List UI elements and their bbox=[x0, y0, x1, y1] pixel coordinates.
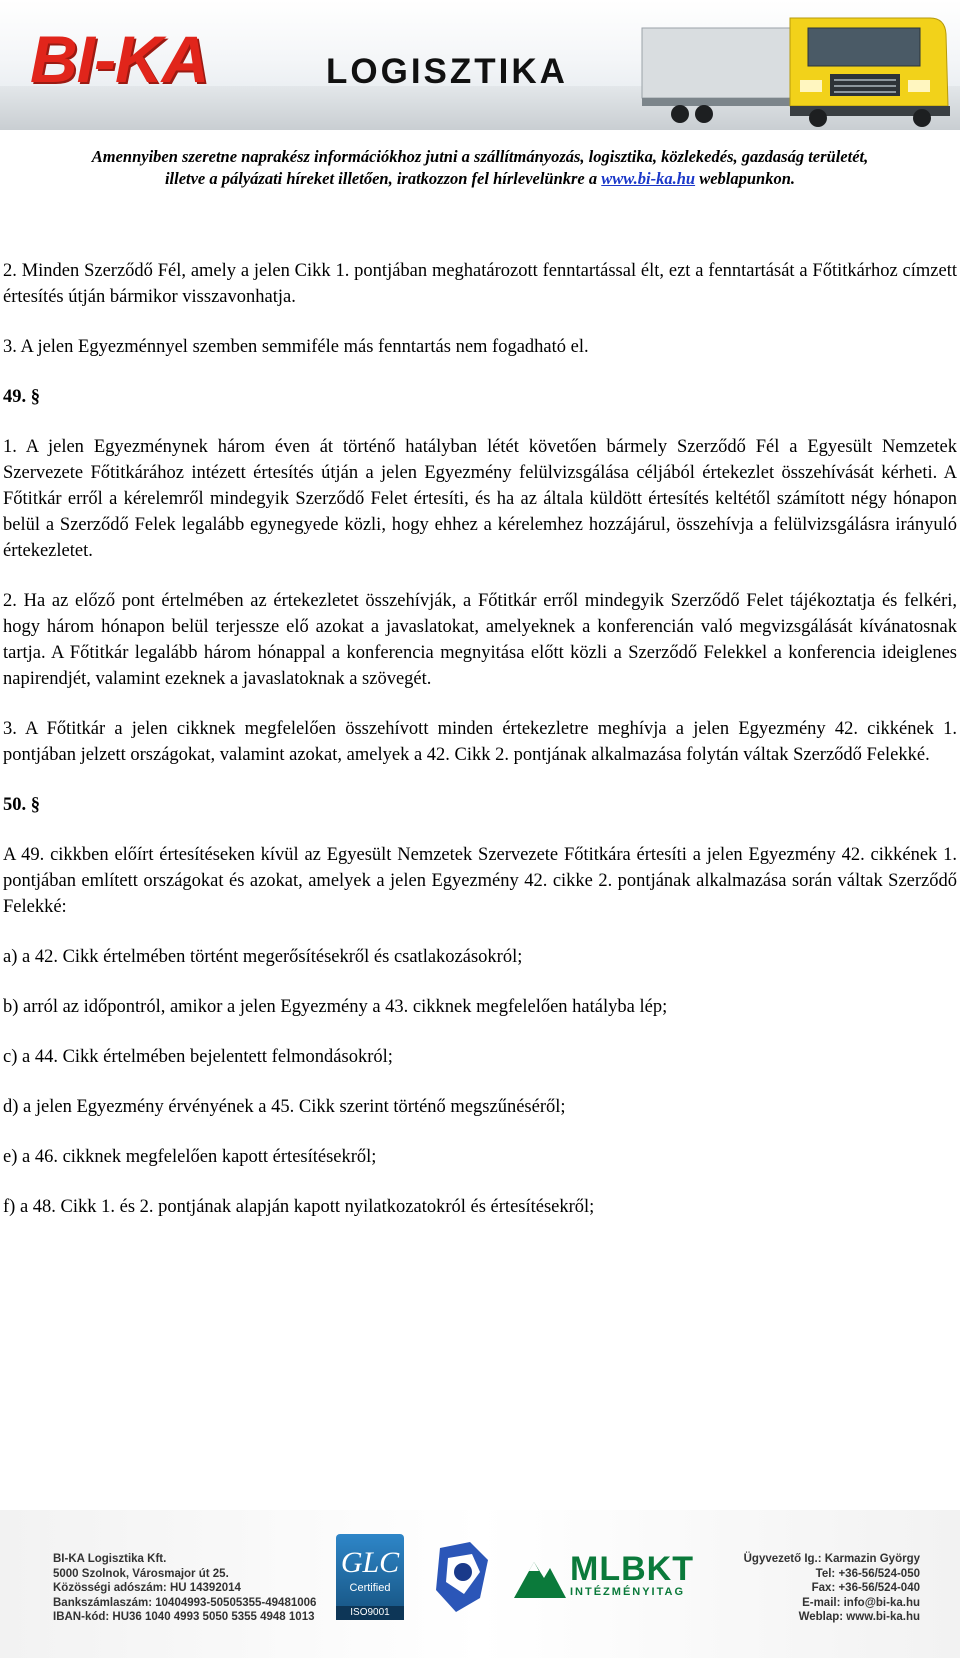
list-item: c) a 44. Cikk értelmében bejelentett felmondásokról; bbox=[3, 1047, 393, 1067]
company-name: BI-KA Logisztika Kft. bbox=[53, 1553, 167, 1565]
paragraph: A 49. cikkben előírt értesítéseken kívül az Egyesült Nemzetek Szervezete Főtitkára értesíti a jelen Egyezmény 42. cikkének 1. pontjában említett országokat és azokat, amelyek a jelen Egyezmény 42. cikke 2. pontjának alkalmazása során váltak Szerződő Felekké: bbox=[3, 845, 957, 917]
list-item: d) a jelen Egyezmény érvényének a 45. Cikk szerint történő megszűnéséről; bbox=[3, 1097, 566, 1117]
truck-image bbox=[640, 10, 960, 128]
paragraph: 3. A jelen Egyezménnyel szemben semmiféle más fenntartás nem fogadható el. bbox=[3, 337, 589, 357]
mlbkt-mountain-icon bbox=[512, 1554, 568, 1600]
section-heading-50: 50. § bbox=[3, 795, 40, 815]
glc-text: GLC bbox=[340, 1546, 400, 1579]
mlbkt-tagline: INTÉZMÉNYITAG bbox=[570, 1586, 686, 1598]
paragraph: 3. A Főtitkár a jelen cikknek megfelelően összehívott minden értekezletre meghívja a jelen Egyezmény 42. cikkének 1. pontjában jelzett országokat, valamint azokat, amelyek a 42. Cikk 2. pontjának alkalmazása folytán váltak Szerződő Felekké. bbox=[3, 719, 957, 765]
brand-subtitle: LOGISZTIKA bbox=[326, 52, 568, 91]
fax: Fax: +36-56/524-040 bbox=[811, 1582, 920, 1594]
email: E-mail: info@bi-ka.hu bbox=[802, 1596, 920, 1609]
paragraph: 2. Ha az előző pont értelmében az értekezletet összehívják, a Főtitkár erről mindegyik Szerződő Felet tájékoztatja és felkéri, hogy három hónapon belül terjessze elő azokat a javaslatokat, amelyeknek a konferencián való megvizsgálását kívánatosnak tartja. A Főtitkár legalább három hónappal a konferencia megnyitása előtt közli a Szerződő Felekkel a konferencia ideiglenes napirendjét, valamint ezeknek a javaslatoknak a szövegét. bbox=[3, 591, 957, 689]
promo-line-2 bbox=[0, 168, 960, 190]
glc-certified-text: Certified bbox=[349, 1582, 391, 1594]
paragraph: 2. Minden Szerződő Fél, amely a jelen Cikk 1. pontjában meghatározott fenntartással élt, ezt a fenntartását a Főtitkárhoz címzett értesítés útján bármikor visszavonhatja. bbox=[3, 261, 957, 307]
promo-line-1: Amennyiben szeretne naprakész információkhoz jutni a szállítmányozás, logisztika, közlekedés, gazdaság területét, bbox=[91, 147, 869, 166]
list-item: e) a 46. cikknek megfelelően kapott értesítésekről; bbox=[3, 1147, 377, 1167]
brand-logo-text: BI-KA bbox=[30, 22, 209, 96]
company-iban: IBAN-kód: HU36 1040 4993 5050 5355 4948 1013 bbox=[53, 1611, 315, 1623]
contact-details bbox=[744, 1552, 920, 1625]
company-bank-account: Bankszámlaszám: 10404993-50505355-49481006 bbox=[53, 1596, 317, 1609]
website: Weblap: www.bi-ka.hu bbox=[798, 1611, 920, 1623]
phone: Tel: +36-56/524-050 bbox=[815, 1567, 920, 1580]
managing-director: Ügyvezető Ig.: Karmazin György bbox=[743, 1553, 920, 1565]
website-link[interactable]: www.bi-ka.hu bbox=[601, 169, 696, 188]
paragraph: 1. A jelen Egyezménynek három éven át történő hatályban létét követően bármely Szerződő Fél a Egyesült Nemzetek Szervezete Főtitkárához intézett értesítés útján a jelen Egyezmény felülvizsgálása céljából értekezlet összehívását kérheti. A Főtitkár erről a kérelemről mindegyik Szerződő Felet értesíti, és ha az általa küldött értesítés keltétől számított négy hónapon belül a Szerződő Felek legalább egynegyede közli, hogy ehhez a kérelemhez hozzájárul, összehívja a felülvizsgálásra irányuló értekezletet. bbox=[3, 437, 957, 561]
mlbkt-logo bbox=[570, 1552, 694, 1598]
footer bbox=[0, 1510, 960, 1658]
glc-iso-text: ISO9001 bbox=[336, 1606, 404, 1620]
list-item: f) a 48. Cikk 1. és 2. pontjának alapján kapott nyilatkozatokról és értesítésekről; bbox=[3, 1197, 595, 1217]
newsletter-promo bbox=[0, 146, 960, 190]
list-item: b) arról az időpontról, amikor a jelen Egyezmény a 43. cikknek megfelelően hatályba lép; bbox=[3, 997, 668, 1017]
company-details bbox=[53, 1552, 316, 1625]
glc-certified-logo bbox=[336, 1534, 404, 1620]
company-tax-id: Közösségi adószám: HU 14392014 bbox=[53, 1582, 241, 1594]
section-heading-49: 49. § bbox=[3, 387, 40, 407]
emblem-logo-icon bbox=[430, 1538, 496, 1616]
list-item: a) a 42. Cikk értelmében történt megerősítésekről és csatlakozásokról; bbox=[3, 947, 523, 967]
promo-line-2-post: weblapunkon. bbox=[695, 169, 796, 188]
header-banner bbox=[0, 0, 960, 130]
document-body bbox=[3, 258, 957, 1220]
promo-line-2-pre: illetve a pályázati híreket illetően, iratkozzon fel hírlevelünkre a bbox=[164, 169, 602, 188]
company-address: 5000 Szolnok, Városmajor út 25. bbox=[53, 1567, 229, 1580]
mlbkt-name: MLBKT bbox=[570, 1550, 694, 1588]
